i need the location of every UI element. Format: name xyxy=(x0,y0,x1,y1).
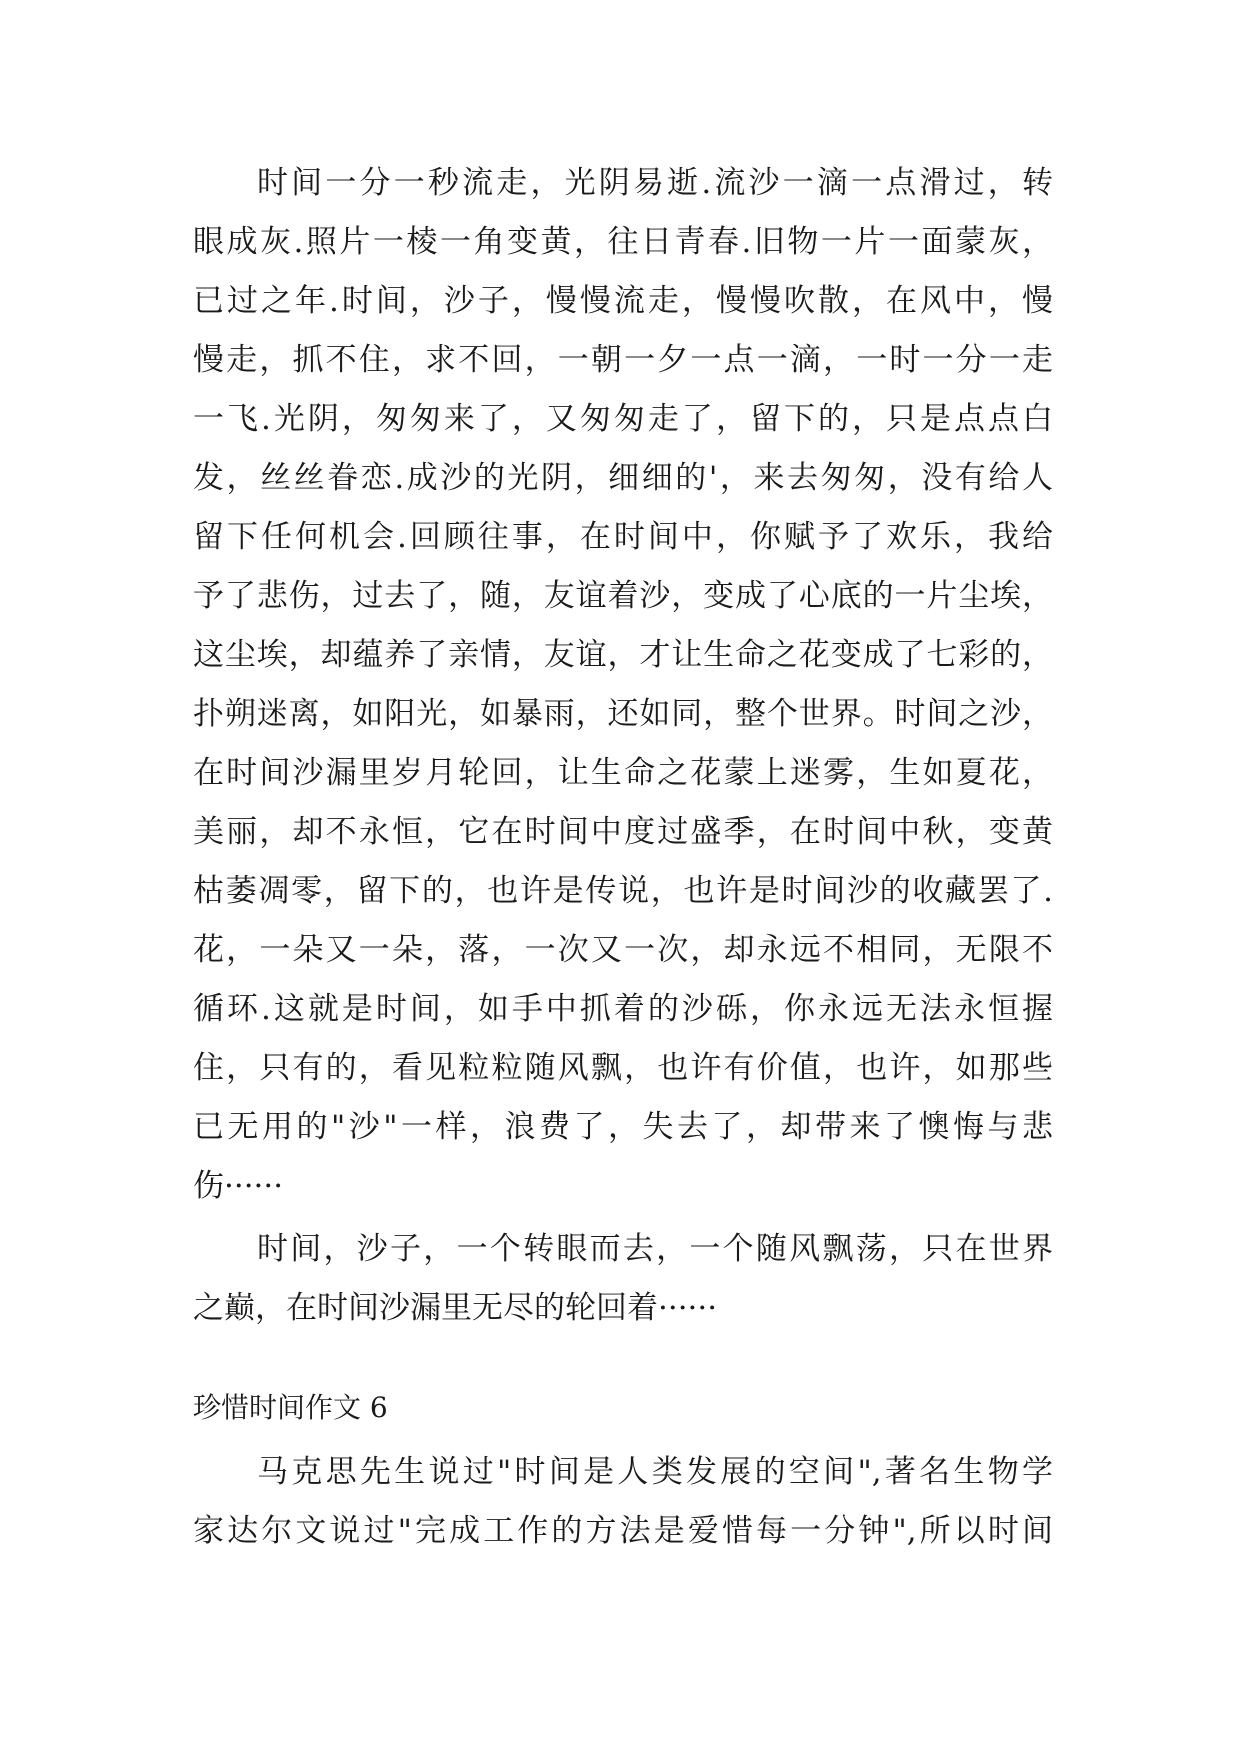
paragraph-3-line: 马克思先生说过"时间是人类发展的空间",著名生物学 xyxy=(257,1454,1053,1490)
paragraph-1-line: 花，一朵又一朵，落，一次又一次，却永远不相同，无限不 xyxy=(193,932,1053,968)
paragraph-1-line: 眼成灰.照片一棱一角变黄，往日青春.旧物一片一面蒙灰， xyxy=(193,224,1053,260)
paragraph-1-line: 伤······ xyxy=(193,1168,284,1204)
section-heading: 珍惜时间作文 6 xyxy=(193,1391,388,1424)
paragraph-1-line: 时间一分一秒流走，光阴易逝.流沙一滴一点滑过，转 xyxy=(257,165,1053,201)
paragraph-1-line: 扑朔迷离，如阳光，如暴雨，还如同，整个世界。时间之沙， xyxy=(193,696,1053,732)
paragraph-1-line: 已无用的"沙"一样，浪费了，失去了，却带来了懊悔与悲 xyxy=(193,1109,1053,1145)
paragraph-2-line: 之巅，在时间沙漏里无尽的轮回着······ xyxy=(193,1290,718,1326)
paragraph-1-line: 发，丝丝眷恋.成沙的光阴，细细的'，来去匆匆，没有给人 xyxy=(193,460,1053,496)
paragraph-1-line: 已过之年.时间，沙子，慢慢流走，慢慢吹散，在风中，慢 xyxy=(193,283,1053,319)
paragraph-1-line: 留下任何机会.回顾往事，在时间中，你赋予了欢乐，我给 xyxy=(193,519,1053,555)
paragraph-2-line: 时间，沙子，一个转眼而去，一个随风飘荡，只在世界 xyxy=(257,1231,1053,1267)
paragraph-1-line: 住，只有的，看见粒粒随风飘，也许有价值，也许，如那些 xyxy=(193,1050,1053,1086)
paragraph-1-line: 枯萎凋零，留下的，也许是传说，也许是时间沙的收藏罢了. xyxy=(193,873,1053,909)
paragraph-1-line: 循环.这就是时间，如手中抓着的沙砾，你永远无法永恒握 xyxy=(193,991,1053,1027)
paragraph-1-line: 慢走，抓不住，求不回，一朝一夕一点一滴，一时一分一走 xyxy=(193,342,1053,378)
paragraph-3-line: 家达尔文说过"完成工作的方法是爱惜每一分钟",所以时间 xyxy=(193,1513,1053,1549)
paragraph-1-line: 美丽，却不永恒，它在时间中度过盛季，在时间中秋，变黄 xyxy=(193,814,1053,850)
paragraph-1-line: 在时间沙漏里岁月轮回，让生命之花蒙上迷雾，生如夏花， xyxy=(193,755,1053,791)
paragraph-1-line: 一飞.光阴，匆匆来了，又匆匆走了，留下的，只是点点白 xyxy=(193,401,1053,437)
paragraph-1-line: 予了悲伤，过去了，随，友谊着沙，变成了心底的一片尘埃， xyxy=(193,578,1053,614)
paragraph-1-line: 这尘埃，却蕴养了亲情，友谊，才让生命之花变成了七彩的， xyxy=(193,637,1053,673)
